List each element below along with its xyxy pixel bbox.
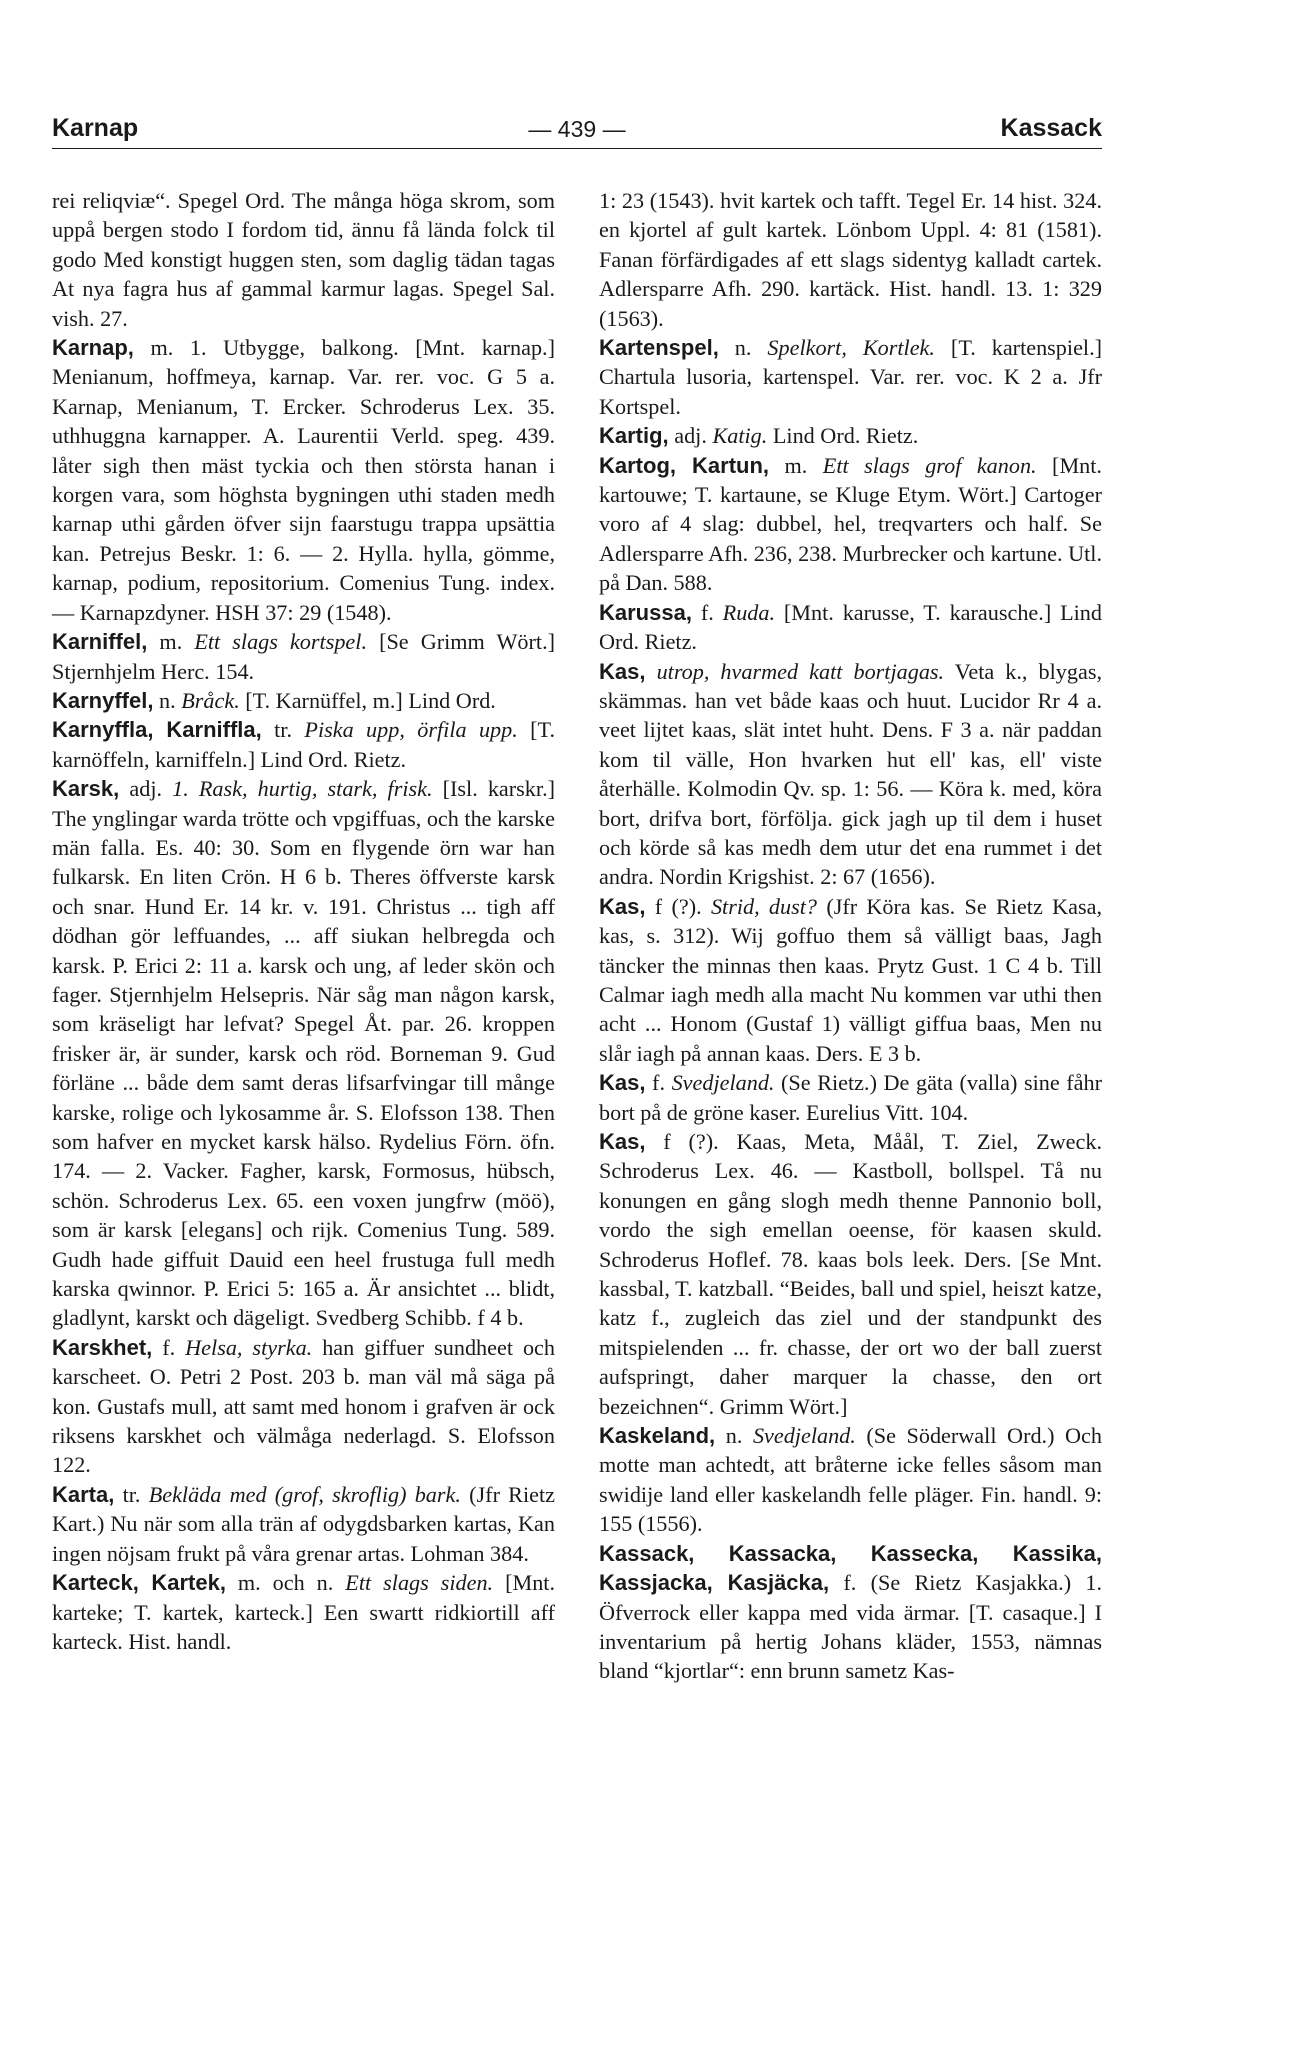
- entry-definition: 1. Rask, hurtig, stark, frisk.: [172, 776, 433, 802]
- dictionary-entry: [599, 657, 1102, 892]
- left-running-headword: Karnap: [52, 114, 139, 142]
- right-column: [599, 186, 1102, 1686]
- dictionary-entry: [52, 627, 555, 686]
- entry-body: (Se Rietz Kasjakka.) 1. Öfverrock eller kappa med vida ärmar. [T. casaque.] I inventarium på hertig Johans kläder, 1553, nämnas bland “kjortlar“: enn brunn sametz Kas-: [599, 1570, 1103, 1684]
- entry-grammar: m. och n.: [225, 1570, 346, 1596]
- entry-grammar: n.: [153, 687, 182, 713]
- entry-grammar: f.: [645, 1070, 672, 1096]
- entry-grammar: tr.: [261, 717, 305, 743]
- entry-lemma: Kartig,: [599, 423, 669, 449]
- entry-grammar: f.: [152, 1334, 186, 1360]
- dictionary-entry: [599, 1068, 1102, 1127]
- entry-grammar: f.: [691, 599, 723, 625]
- entry-lemma: Kas,: [599, 1129, 646, 1154]
- entry-lemma: Kartenspel,: [599, 335, 719, 361]
- dictionary-entry: [599, 421, 1102, 450]
- dictionary-entry: [52, 774, 555, 1333]
- continued-text: [599, 186, 1102, 333]
- entry-grammar: n.: [715, 1423, 753, 1449]
- entry-definition: Helsa, styrka.: [185, 1334, 313, 1360]
- entry-definition: Spelkort, Kortlek.: [767, 335, 935, 361]
- entry-body: (Se Rietz.) De gäta (valla) sine fåhr bort på de gröne kaser. Eurelius Vitt. 104.: [599, 1070, 1103, 1125]
- running-header: [52, 112, 1102, 149]
- entry-body: [Mnt. kartouwe; T. kartaune, se Kluge Etym. Wört.] Cartoger voro af 4 slag: dubbel, hel, treqvarters och half. Se Adlersparre Afh. 236, 238. Murbrecker och kartune. Utl. på Dan. 588.: [599, 452, 1102, 596]
- entry-lemma: Kassack, Kassacka, Kassecka, Kassika, Kassjacka, Kasjäcka,: [599, 1540, 1102, 1596]
- entry-definition: Ett slags grof kanon.: [822, 452, 1037, 478]
- dictionary-entry: [599, 1421, 1102, 1539]
- entry-body: [T. Karnüffel, m.] Lind Ord.: [239, 687, 496, 713]
- entry-body: Lind Ord. Rietz.: [767, 423, 919, 449]
- entry-body: [Se Grimm Wört.] Stjernhjelm Herc. 154.: [52, 629, 556, 684]
- entry-definition: Ett slags siden.: [345, 1570, 494, 1596]
- entry-definition: Ett slags kortspel.: [194, 629, 367, 655]
- left-column: [52, 186, 555, 1656]
- entry-lemma: Karskhet,: [52, 1334, 153, 1360]
- entry-body: (Jfr Köra kas. Se Rietz Kasa, kas, s. 312). Wij goffuo them så välligt baas, Jagh täncker the minnas then kaas. Prytz Gust. 1 C 4 b. Till Calmar iagh medh alla macht Nu kommen var uthi then acht ... Honom (Gustaf 1) välligt giffua baas, Men nu slår iagh på annan kaas. Ders. E 3 b.: [599, 893, 1102, 1066]
- entry-lemma: Karussa,: [599, 599, 692, 625]
- continued-text: [52, 186, 555, 333]
- entry-definition: utrop, hvarmed katt bortjagas.: [656, 658, 945, 684]
- entry-body: han giffuer sundheet och karscheet. O. Petri 2 Post. 203 b. man väl må säga på kon. Gustafs mull, att samt med honom i grafven är ock riksens karskhet och välmåga nederlagd. S. Elofsson 122.: [52, 1334, 555, 1478]
- entry-lemma: Karnyffla, Karniffla,: [52, 717, 262, 743]
- entry-grammar: adj.: [119, 776, 173, 802]
- dictionary-entry: [52, 1568, 555, 1656]
- entry-grammar: m.: [147, 629, 195, 655]
- dictionary-entry: [52, 686, 555, 715]
- entry-body: [Mnt. karteke; T. kartek, karteck.] Een swartt ridkiortill aff karteck. Hist. handl.: [52, 1570, 555, 1654]
- entry-grammar: adj.: [668, 423, 713, 449]
- entry-lemma: Kartog, Kartun,: [599, 452, 770, 478]
- entry-lemma: Karta,: [52, 1481, 115, 1507]
- entry-body: [Mnt. karusse, T. karausche.] Lind Ord. Rietz.: [599, 599, 1102, 655]
- dictionary-entry: [599, 451, 1102, 598]
- entry-definition: Svedjeland.: [752, 1423, 856, 1449]
- entry-body: (Se Söderwall Ord.) Och motte man achtedt, att bråterne icke felles såsom man swidije land eller kaskelandh felle pläger. Fin. handl. 9: 155 (1556).: [599, 1423, 1103, 1537]
- entry-lemma: Karnap,: [52, 335, 134, 361]
- entry-grammar: m.: [769, 452, 823, 478]
- entry-lemma: Karteck, Kartek,: [52, 1570, 226, 1596]
- entry-definition: Piska upp, örfila upp.: [304, 717, 518, 743]
- entry-lemma: Karniffel,: [52, 629, 148, 655]
- entry-definition: Bekläda med (grof, skroflig) bark.: [148, 1481, 461, 1507]
- entry-lemma: Kas,: [599, 658, 646, 684]
- dictionary-entry: [52, 1333, 555, 1480]
- entry-body: [Isl. karskr.] The ynglingar warda trötte och vpgiffuas, och the karske män falla. Es. 40: 30. Som en flygende örn war han fulkarsk. En liten Crön. H 6 b. Theres öffverste karsk och snar. Hund Er. 14 kr. v. 191. Christus ... tigh aff dödhan gör leffuandes, ... aff siukan helbregda och karsk. P. Erici 2: 11 a. karsk och ung, af leder skön och fager. Stjernhjelm Helsepris. När såg man någon karsk, som kräseligt har lefvat? Spegel Åt. par. 26. kroppen frisker är, är sunder, karsk och röd. Borneman 9. Gud förläne ... både dem samt deras lifsarfvingar till månge karske, rolige och lykosamme år. S. Elofsson 138. Then som hafver en mycket karsk hälso. Rydelius Förn. öfn. 174. — 2. Vacker. Fagher, karsk, Formosus, hübsch, schön. Schroderus Lex. 65. een voxen jungfrw (möö), som är karsk [elegans] och rijk. Comenius Tung. 589. Gudh hade giffuit Dauid een heel frustuga full medh karska qwinnor. P. Erici 5: 165 a. Är ansichtet ... blidt, gladlynt, karskt och dägeligt. Svedberg Schibb. f 4 b.: [52, 776, 555, 1331]
- entry-grammar: m.: [133, 335, 190, 361]
- entry-grammar: n.: [718, 335, 768, 361]
- dictionary-entry: [52, 715, 555, 774]
- dictionary-entry: [599, 333, 1102, 421]
- entry-grammar: f.: [829, 1570, 871, 1596]
- entry-body: 1. Utbygge, balkong. [Mnt. karnap.] Menianum, hoffmeya, karnap. Var. rer. voc. G 5 a. Karnap, Menianum, T. Ercker. Schroderus Lex. 35. uthhuggna karnapper. A. Laurentii Verld. speg. 439. låter sigh then mäst tyckia och then största hanan i korgen vara, som höghsta bygningen uthi staden medh karnap uthi gården öfver sijn faarstugu trappa upsättia kan. Petrejus Beskr. 1: 6. — 2. Hylla. hylla, gömme, karnap, podium, repositorium. Comenius Tung. index. — Karnapzdyner. HSH 37: 29 (1548).: [52, 335, 555, 625]
- entry-grammar: tr.: [114, 1481, 149, 1507]
- entry-definition: Ruda.: [722, 599, 776, 625]
- entry-lemma: Kas,: [599, 893, 646, 919]
- entry-lemma: Karsk,: [52, 776, 120, 802]
- page-number: — 439 —: [528, 116, 626, 142]
- dictionary-entry: [599, 1539, 1102, 1686]
- entry-lemma: Karnyffel,: [52, 687, 154, 713]
- entry-definition: Strid, dust?: [710, 893, 818, 919]
- entry-definition: Bråck.: [181, 687, 240, 713]
- entry-lemma: Kas,: [599, 1070, 646, 1096]
- right-running-headword: Kassack: [1000, 114, 1102, 142]
- entry-definition: Katig.: [712, 423, 768, 449]
- entry-grammar: [645, 659, 656, 684]
- entry-body: [T. karnöffeln, karniffeln.] Lind Ord. Rietz.: [52, 717, 555, 772]
- entry-definition: Svedjeland.: [671, 1070, 775, 1096]
- entry-body: [T. kartenspiel.] Chartula lusoria, kartenspel. Var. rer. voc. K 2 a. Jfr Kortspel.: [599, 335, 1103, 419]
- dictionary-entry: [52, 1480, 555, 1568]
- dictionary-entry: [599, 1127, 1102, 1421]
- dictionary-entry: [599, 892, 1102, 1068]
- entry-text: 1: 23 (1543). hvit kartek och tafft. Tegel Er. 14 hist. 324. en kjortel af gult kartek. Lönbom Uppl. 4: 81 (1581). Fanan förfärdigades af ett slags sidentyg kalladt cartek. Adlersparre Afh. 290. kartäck. Hist. handl. 13. 1: 329 (1563).: [599, 188, 1102, 331]
- entry-body: (Jfr Rietz Kart.) Nu när som alla trän af odygdsbarken kartas, Kan ingen nöjsam frukt på våra grenar artas. Lohman 384.: [52, 1481, 556, 1566]
- entry-body: Veta k., blygas, skämmas. han vet både kaas och huut. Lucidor Rr 4 a. veet lijtet kaas, slät intet huht. Dens. F 3 a. när paddan kom til välle, Hon hvarken hut ell' kas, ell' viste återhälle. Kolmodin Qv. sp. 1: 56. — Köra k. med, köra bort, drifva bort, förfölja. gick jagh up til dem i huset och körde så kas medh dem utur det ena rummet i det andra. Nordin Krigshist. 2: 67 (1656).: [599, 658, 1103, 890]
- dictionary-entry: [52, 333, 555, 627]
- entry-body: Kaas, Meta, Måål, T. Ziel, Zweck. Schroderus Lex. 46. — Kastboll, bollspel. Tå nu konungen en gång slogh medh thenne Pannonio boll, vordo the sigh emellan oeense, för kaasen skuld. Schroderus Hoflef. 78. kaas bols leek. Ders. [Se Mnt. kassbal, T. katzball. “Beides, ball und spiel, heiszt katze, katz f., zugleich das ziel und der standpunkt des mitspielenden ... fr. chasse, der ort wo der ball zuerst aufspringt, daher marquer la chasse, den ort bezeichnen“. Grimm Wört.]: [599, 1129, 1102, 1419]
- entry-text: rei reliqviæ“. Spegel Ord. The många höga skrom, som uppå bergen stodo I fordom tid, ännu få lända folck til godo Med konstigt huggen sten, som daglig tädan tagas At nya fagra hus af gammal karmur lagas. Spegel Sal. vish. 27.: [52, 188, 555, 331]
- entry-lemma: Kaskeland,: [599, 1423, 716, 1449]
- entry-grammar: f (?).: [645, 893, 711, 919]
- entry-grammar: f (?).: [645, 1129, 737, 1154]
- dictionary-entry: [599, 598, 1102, 657]
